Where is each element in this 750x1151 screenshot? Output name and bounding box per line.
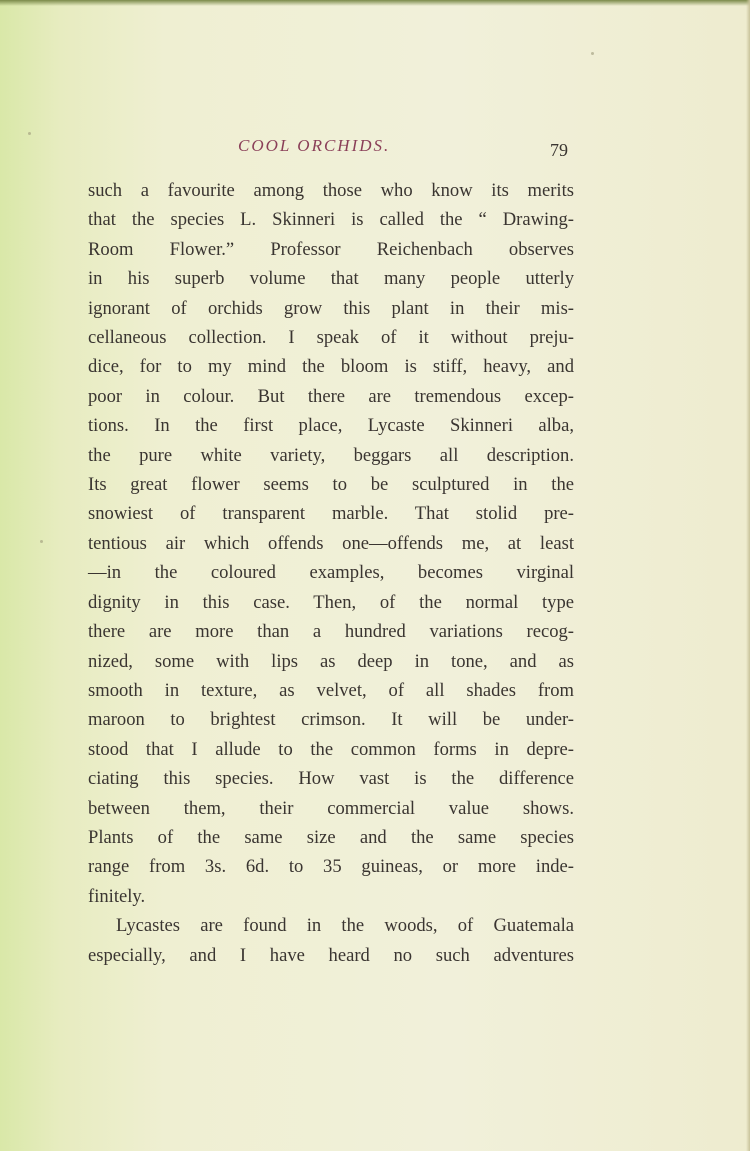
text-line: stood that I allude to the common forms in depre- <box>88 738 574 760</box>
page-edge <box>746 0 750 1151</box>
text-line: finitely. <box>88 885 146 907</box>
page-top-shadow <box>0 0 750 6</box>
text-line: cellaneous collection. I speak of it without preju- <box>88 327 574 349</box>
text-line: Plants of the same size and the same species <box>88 826 574 848</box>
text-line: range from 3s. 6d. to 35 guineas, or more inde- <box>88 856 574 878</box>
text-line: ignorant of orchids grow this plant in their mis- <box>88 297 574 319</box>
text-line: tions. In the first place, Lycaste Skinneri alba, <box>88 415 574 437</box>
text-line: Its great flower seems to be sculptured in the <box>88 474 574 496</box>
paper-speck <box>591 52 594 55</box>
text-line: the pure white variety, beggars all description. <box>88 444 574 466</box>
body-text <box>88 176 574 970</box>
text-line: dignity in this case. Then, of the normal type <box>88 591 574 613</box>
paper-speck <box>40 540 43 543</box>
text-line: that the species L. Skinneri is called the “ Drawing- <box>88 209 574 231</box>
text-line: there are more than a hundred variations recog- <box>88 621 574 643</box>
text-line: poor in colour. But there are tremendous excep- <box>88 385 574 407</box>
text-line: Room Flower.” Professor Reichenbach observes <box>88 238 574 260</box>
text-line: smooth in texture, as velvet, of all shades from <box>88 679 574 701</box>
running-title: COOL ORCHIDS. <box>238 136 391 155</box>
text-line: dice, for to my mind the bloom is stiff, heavy, and <box>88 356 574 378</box>
text-line: tentious air which offends one—offends me, at least <box>88 532 574 554</box>
text-line: nized, some with lips as deep in tone, and as <box>88 650 574 672</box>
page-number: 79 <box>550 140 568 160</box>
text-line: snowiest of transparent marble. That stolid pre- <box>88 503 574 525</box>
text-line: such a favourite among those who know its merits <box>88 180 574 201</box>
text-line: ciating this species. How vast is the difference <box>88 768 574 790</box>
text-line: in his superb volume that many people utterly <box>88 268 574 290</box>
text-line: maroon to brightest crimson. It will be under- <box>88 709 574 731</box>
text-line: especially, and I have heard no such adventures <box>88 944 574 966</box>
paragraph-start-line: Lycastes are found in the woods, of Guatemala <box>116 915 574 937</box>
text-line: between them, their commercial value shows. <box>88 797 574 819</box>
text-line: —in the coloured examples, becomes virginal <box>88 562 574 584</box>
paper-speck <box>28 132 31 135</box>
